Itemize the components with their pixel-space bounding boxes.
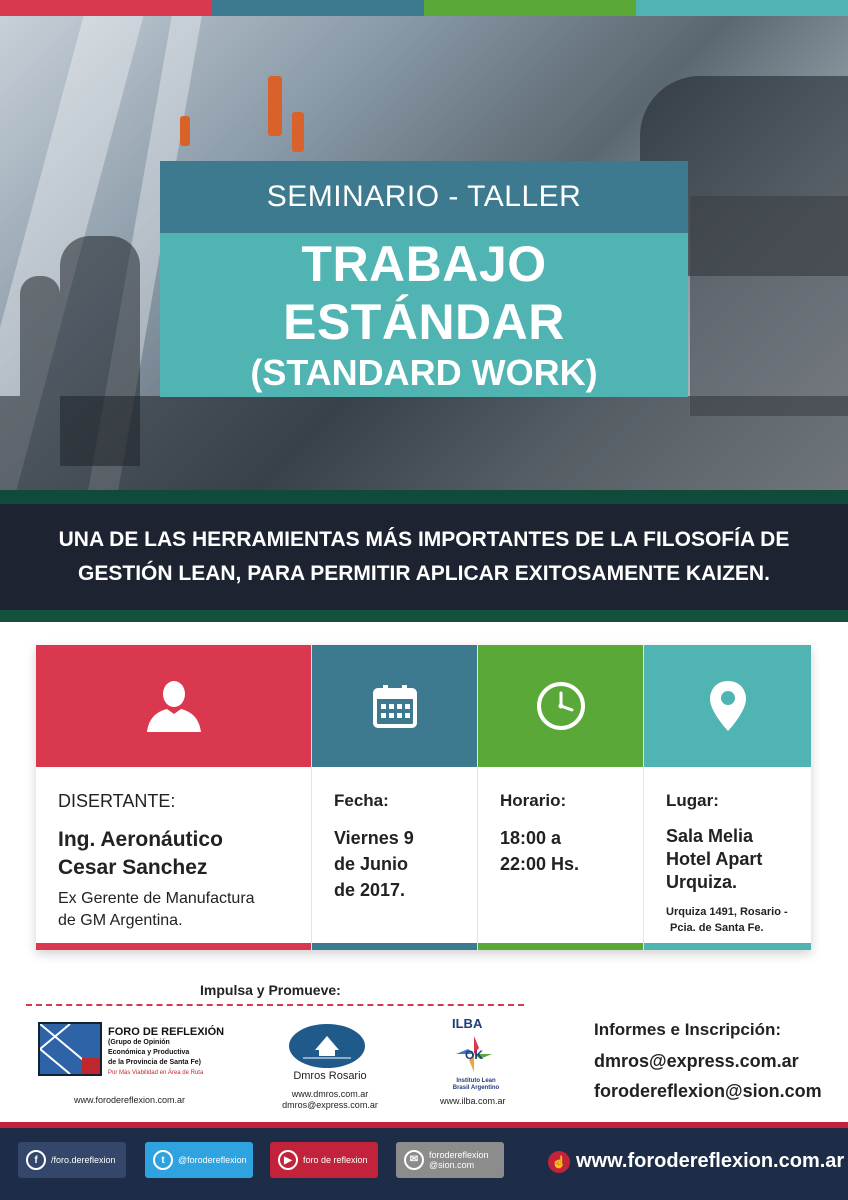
calendar-icon xyxy=(372,683,418,729)
dmros-name: Dmros Rosario xyxy=(293,1070,367,1082)
slogan-line-1: UNA DE LAS HERRAMIENTAS MÁS IMPORTANTES DE LA FILOSOFÍA DE xyxy=(58,528,790,551)
foro-tagline: Por Más Viabilidad en Área de Ruta xyxy=(108,1070,204,1076)
ilba-logo xyxy=(452,1032,496,1076)
twitter-link[interactable] xyxy=(145,1142,253,1178)
website-link[interactable] xyxy=(548,1150,844,1173)
foro-logo xyxy=(38,1022,228,1080)
place-line-1: Sala Melia xyxy=(666,826,754,846)
email-label-2: @sion.com xyxy=(429,1160,475,1170)
info-cards xyxy=(36,645,811,950)
speaker-role-2: de GM Argentina. xyxy=(58,912,183,929)
card-date-header xyxy=(312,645,477,767)
twitter-icon: t xyxy=(153,1150,173,1170)
place-address-2: Pcia. de Santa Fe. xyxy=(670,922,764,934)
ilba-desc-2: Brasil Argentino xyxy=(452,1085,500,1091)
card-speaker-body xyxy=(36,767,311,932)
ilba-title: ILBA xyxy=(452,1016,483,1031)
photo-worker-left xyxy=(60,236,140,466)
card-speaker-header xyxy=(36,645,311,767)
footer xyxy=(0,1128,848,1200)
speaker-label: DISERTANTE: xyxy=(58,791,176,811)
speaker-role-1: Ex Gerente de Manufactura xyxy=(58,890,255,907)
twitter-label: @forodereflexion xyxy=(178,1155,247,1165)
card-date-footer xyxy=(312,943,477,950)
time-line-2: 22:00 Hs. xyxy=(500,854,580,874)
photo-machine-part xyxy=(292,112,304,152)
foro-desc-3: de la Provincia de Santa Fe) xyxy=(108,1059,201,1066)
youtube-label: foro de reflexion xyxy=(303,1155,368,1165)
dmros-logo xyxy=(289,1024,365,1068)
facebook-label: /foro.dereflexion xyxy=(51,1155,116,1165)
date-line-2: de Junio xyxy=(334,854,409,874)
top-color-bar xyxy=(0,0,848,16)
color-strip-green xyxy=(424,0,636,16)
contact-email-1[interactable]: dmros@express.com.ar xyxy=(594,1051,799,1071)
youtube-link[interactable] xyxy=(270,1142,378,1178)
youtube-icon: ▶ xyxy=(278,1150,298,1170)
card-place-header xyxy=(644,645,811,767)
contact-heading: Informes e Inscripción: xyxy=(594,1020,782,1039)
color-strip-blue xyxy=(212,0,424,16)
page-subtitle: (STANDARD WORK) xyxy=(250,352,598,393)
email-label xyxy=(429,1150,489,1170)
card-place-body xyxy=(644,767,811,936)
location-pin-icon xyxy=(708,679,748,733)
sponsors-divider xyxy=(26,1004,524,1006)
website-label: www.forodereflexion.com.ar xyxy=(576,1150,845,1172)
card-speaker xyxy=(36,645,312,950)
time-label: Horario: xyxy=(500,791,567,810)
foro-url[interactable]: www.forodereflexion.com.ar xyxy=(74,1095,186,1105)
foro-logo-mark xyxy=(38,1022,102,1076)
title-main xyxy=(160,233,688,397)
contact-block xyxy=(594,1020,822,1106)
card-date xyxy=(312,645,478,950)
time-line-1: 18:00 a xyxy=(500,828,562,848)
dmros-url[interactable]: www.dmros.com.ar xyxy=(291,1089,369,1099)
foro-desc-1: (Grupo de Opinión xyxy=(108,1039,170,1046)
band-bottom-stripe xyxy=(0,610,848,622)
card-time-footer xyxy=(478,943,643,950)
kicker: SEMINARIO - TALLER xyxy=(160,161,688,233)
ilba-desc-1: Instituto Lean xyxy=(456,1078,496,1084)
foro-desc-2: Económica y Productiva xyxy=(108,1049,190,1056)
email-icon: ✉ xyxy=(404,1150,424,1170)
title-box xyxy=(160,161,688,397)
color-strip-red xyxy=(0,0,212,16)
sponsors-heading: Impulsa y Promueve: xyxy=(200,982,341,998)
card-time-header xyxy=(478,645,643,767)
date-line-1: Viernes 9 xyxy=(334,828,414,848)
svg-text:OK: OK xyxy=(465,1048,483,1062)
card-place xyxy=(644,645,811,950)
contact-email-2[interactable]: forodereflexion@sion.com xyxy=(594,1081,822,1101)
cursor-icon: ☝ xyxy=(548,1151,570,1173)
foro-name: FORO DE REFLEXIÓN xyxy=(108,1026,225,1038)
facebook-icon: f xyxy=(26,1150,46,1170)
facebook-link[interactable] xyxy=(18,1142,126,1178)
foro-logo-text xyxy=(108,1026,248,1076)
person-icon xyxy=(145,680,203,732)
card-time-body xyxy=(478,767,643,877)
ilba-url[interactable]: www.ilba.com.ar xyxy=(440,1096,506,1106)
dmros-urls xyxy=(270,1089,390,1111)
slogan-line-2: GESTIÓN LEAN, PARA PERMITIR APLICAR EXITOSAMENTE KAIZEN. xyxy=(78,562,770,585)
email-link[interactable] xyxy=(396,1142,504,1178)
place-line-2: Hotel Apart xyxy=(666,849,763,869)
date-line-3: de 2017. xyxy=(334,880,406,900)
place-line-3: Urquiza. xyxy=(666,872,738,892)
photo-worker-back xyxy=(20,276,60,396)
page-title: TRABAJO ESTÁNDAR xyxy=(283,236,565,350)
photo-engine xyxy=(690,196,848,416)
card-place-footer xyxy=(644,943,811,950)
color-strip-teal xyxy=(636,0,848,16)
photo-machine-part xyxy=(268,76,282,136)
place-address-1: Urquiza 1491, Rosario - xyxy=(666,906,788,918)
band-top-stripe xyxy=(0,490,848,504)
hero-photo xyxy=(0,16,848,490)
dmros-email[interactable]: dmros@express.com.ar xyxy=(282,1100,378,1110)
photo-machine-part xyxy=(180,116,190,146)
card-time xyxy=(478,645,644,950)
email-label-1: forodereflexion xyxy=(429,1150,489,1160)
slogan-band xyxy=(0,504,848,610)
ilba-name xyxy=(444,1078,508,1092)
date-label: Fecha: xyxy=(334,791,389,810)
clock-icon xyxy=(535,680,587,732)
speaker-name-2: Cesar Sanchez xyxy=(58,856,208,879)
card-speaker-footer xyxy=(36,943,311,950)
speaker-name-1: Ing. Aeronáutico xyxy=(58,828,223,851)
card-date-body xyxy=(312,767,477,903)
place-label: Lugar: xyxy=(666,791,719,810)
